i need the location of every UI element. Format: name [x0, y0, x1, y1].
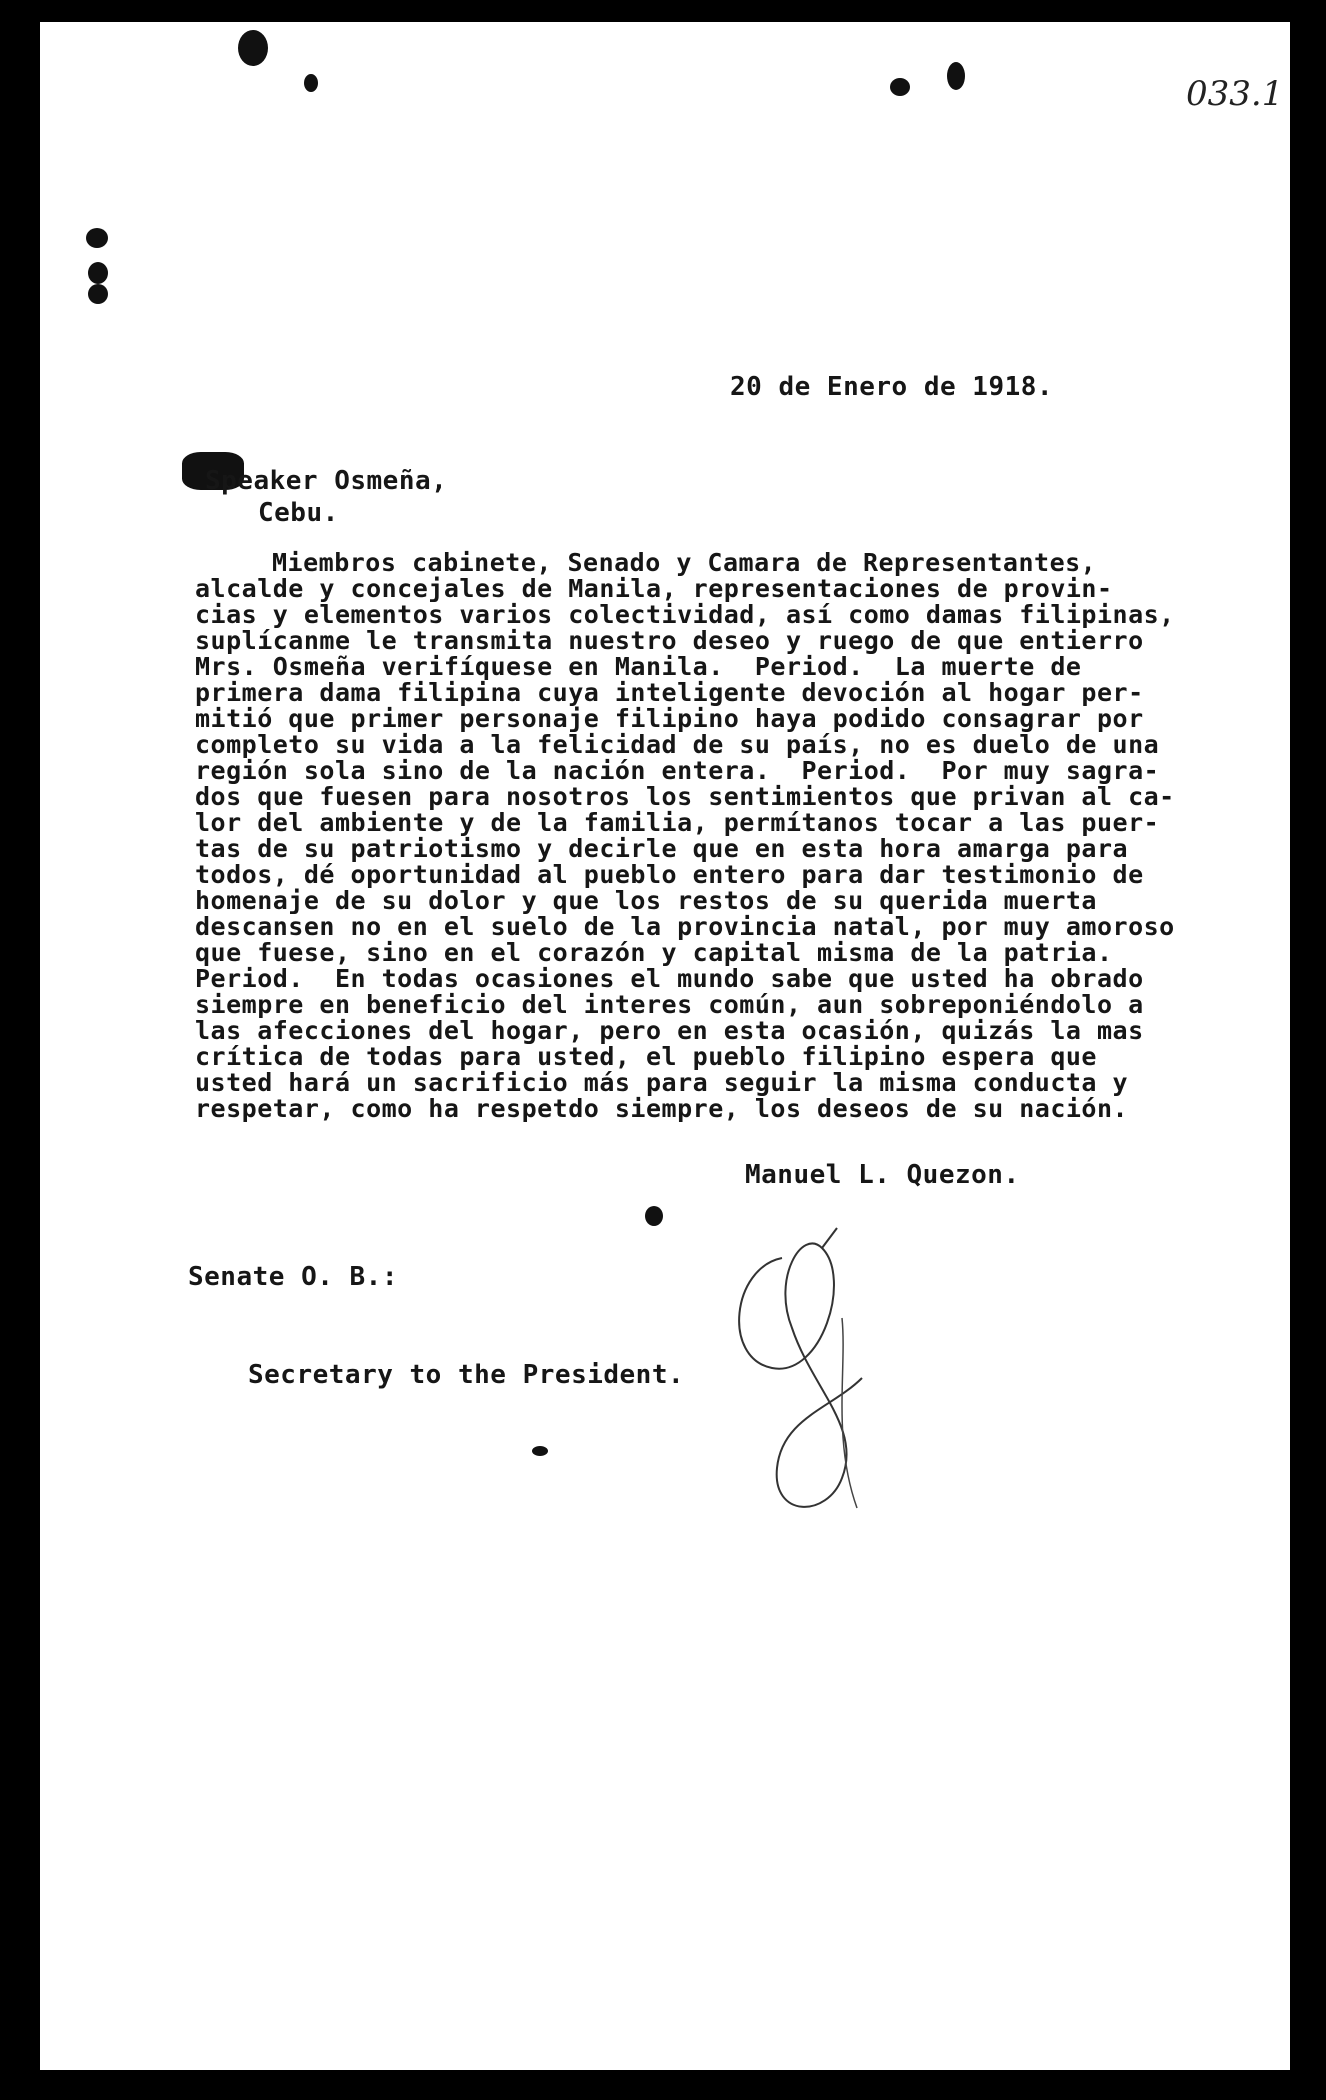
letter-body: [40, 22, 1290, 2070]
body-line: lor del ambiente y de la familia, permítanos tocar a las puer-: [195, 808, 1160, 837]
body-line: descansen no en el suelo de la provincia natal, por muy amoroso: [195, 912, 1175, 941]
document-page: [40, 22, 1290, 2070]
secretary-line: Secretary to the President.: [248, 1360, 685, 1390]
letter-date: 20 de Enero de 1918.: [730, 372, 1054, 402]
body-line: Period. En todas ocasiones el mundo sabe que usted ha obrado: [195, 964, 1144, 993]
body-line: primera dama filipina cuya inteligente devoción al hogar per-: [195, 678, 1144, 707]
charge-line: Senate O. B.:: [188, 1262, 398, 1292]
body-line: respetar, como ha respetdo siempre, los deseos de su nación.: [195, 1094, 1129, 1123]
body-line: dos que fuesen para nosotros los sentimientos que privan al ca-: [195, 782, 1175, 811]
body-line: las afecciones del hogar, pero en esta ocasión, quizás la mas: [195, 1016, 1144, 1045]
body-line: homenaje de su dolor y que los restos de su querida muerta: [195, 886, 1097, 915]
body-line: región sola sino de la nación entera. Period. Por muy sagra-: [195, 756, 1160, 785]
body-line: alcalde y concejales de Manila, representaciones de provin-: [195, 574, 1113, 603]
handwritten-initials: [712, 1218, 932, 1538]
archive-number: 033.1: [1186, 74, 1284, 114]
body-line: cias y elementos varios colectividad, así como damas filipinas,: [195, 600, 1175, 629]
body-line: crítica de todas para usted, el pueblo filipino espera que: [195, 1042, 1097, 1071]
body-line: completo su vida a la felicidad de su país, no es duelo de una: [195, 730, 1160, 759]
body-line: siempre en beneficio del interes común, aun sobreponiéndolo a: [195, 990, 1144, 1019]
body-line: mitió que primer personaje filipino haya podido consagrar por: [195, 704, 1144, 733]
addressee-location: Cebu.: [258, 498, 339, 528]
body-line: que fuese, sino en el corazón y capital misma de la patria.: [195, 938, 1113, 967]
body-line: Mrs. Osmeña verifíquese en Manila. Period. La muerte de: [195, 652, 1082, 681]
signature-name: Manuel L. Quezon.: [745, 1160, 1020, 1190]
body-line: usted hará un sacrificio más para seguir la misma conducta y: [195, 1068, 1129, 1097]
body-line: todos, dé oportunidad al pueblo entero para dar testimonio de: [195, 860, 1144, 889]
body-line: tas de su patriotismo y decirle que en esta hora amarga para: [195, 834, 1129, 863]
body-line: suplícanme le transmita nuestro deseo y ruego de que entierro: [195, 626, 1144, 655]
body-line: Miembros cabinete, Senado y Camara de Representantes,: [272, 548, 1097, 577]
addressee-name: Speaker Osmeña,: [205, 466, 448, 496]
